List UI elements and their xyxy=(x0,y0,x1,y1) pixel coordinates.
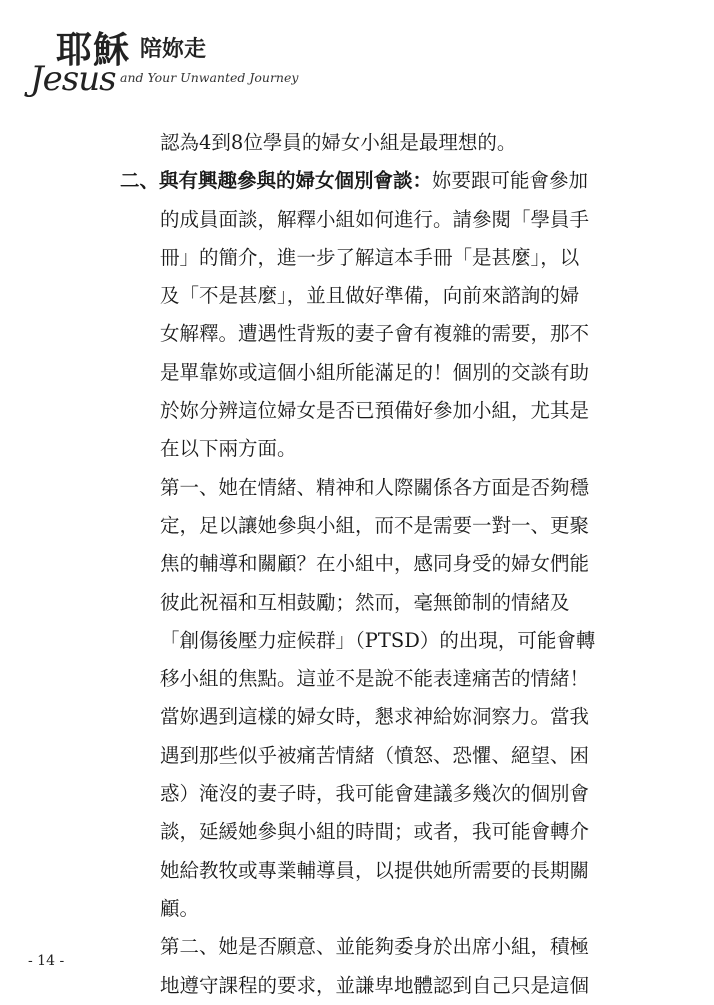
text-line: 定，足以讓她參與小組，而不是需要一對一、更聚 xyxy=(160,513,590,537)
text-line: 談，延緩她參與小組的時間；或者，我可能會轉介 xyxy=(160,820,590,844)
text-line: 她給教牧或專業輔導員，以提供她所需要的長期關 xyxy=(160,858,590,882)
text-line: 第一、她在情緒、精神和人際關係各方面是否夠穩 xyxy=(160,475,590,499)
text-line: 冊」的簡介，進一步了解這本手冊「是甚麼」，以 xyxy=(160,245,580,269)
text-line: 第二、她是否願意、並能夠委身於出席小組，積極 xyxy=(160,935,590,959)
text-line: 是單靠妳或這個小組所能滿足的！個別的交談有助 xyxy=(160,360,590,384)
logo-script-jesus: Jesus xyxy=(30,59,116,99)
text-line: 彼此祝福和互相鼓勵；然而，毫無節制的情緒及 xyxy=(160,590,570,614)
text-line: 認為4到8位學員的婦女小組是最理想的。 xyxy=(160,131,517,154)
book-header-logo xyxy=(10,18,310,110)
text-line: 於妳分辨這位婦女是否已預備好參加小組，尤其是 xyxy=(160,399,590,423)
section-heading-line xyxy=(120,162,600,200)
text-run: 妳要跟可能會參加 xyxy=(432,169,589,193)
text-line: 地遵守課程的要求，並謙卑地體認到自己只是這個 xyxy=(160,973,590,997)
text-line: 當妳遇到這樣的婦女時，懇求神給妳洞察力。當我 xyxy=(160,705,590,729)
logo-title-chinese-suffix: 陪妳走 xyxy=(140,36,207,62)
page-number: - 14 - xyxy=(28,953,65,969)
text-line: 移小組的焦點。這並不是說不能表達痛苦的情緒！ xyxy=(160,667,590,691)
text-line: 「創傷後壓力症候群」（PTSD）的出現，可能會轉 xyxy=(160,628,596,652)
page-body xyxy=(120,124,600,1005)
text-line: 焦的輔導和關顧？在小組中，感同身受的婦女們能 xyxy=(160,552,590,576)
text-line: 的成員面談，解釋小組如何進行。請參閱「學員手 xyxy=(160,207,590,231)
text-line: 及「不是甚麼」，並且做好準備，向前來諮詢的婦 xyxy=(160,284,580,308)
logo-title-chinese: 耶穌 xyxy=(56,29,131,71)
section-marker: 二、 xyxy=(120,169,160,193)
text-line: 顧。 xyxy=(160,896,200,920)
section-heading: 與有興趣參與的婦女個別會談： xyxy=(159,169,433,193)
text-line: 遇到那些似乎被痛苦情緒（憤怒、恐懼、絕望、困 xyxy=(160,743,590,767)
text-line: 在以下兩方面。 xyxy=(160,437,297,461)
text-line: 女解釋。遭遇性背叛的妻子會有複雜的需要，那不 xyxy=(160,322,590,346)
logo-subtitle-english: and Your Unwanted Journey xyxy=(120,70,299,85)
text-line: 惑）淹沒的妻子時，我可能會建議多幾次的個別會 xyxy=(160,782,590,806)
